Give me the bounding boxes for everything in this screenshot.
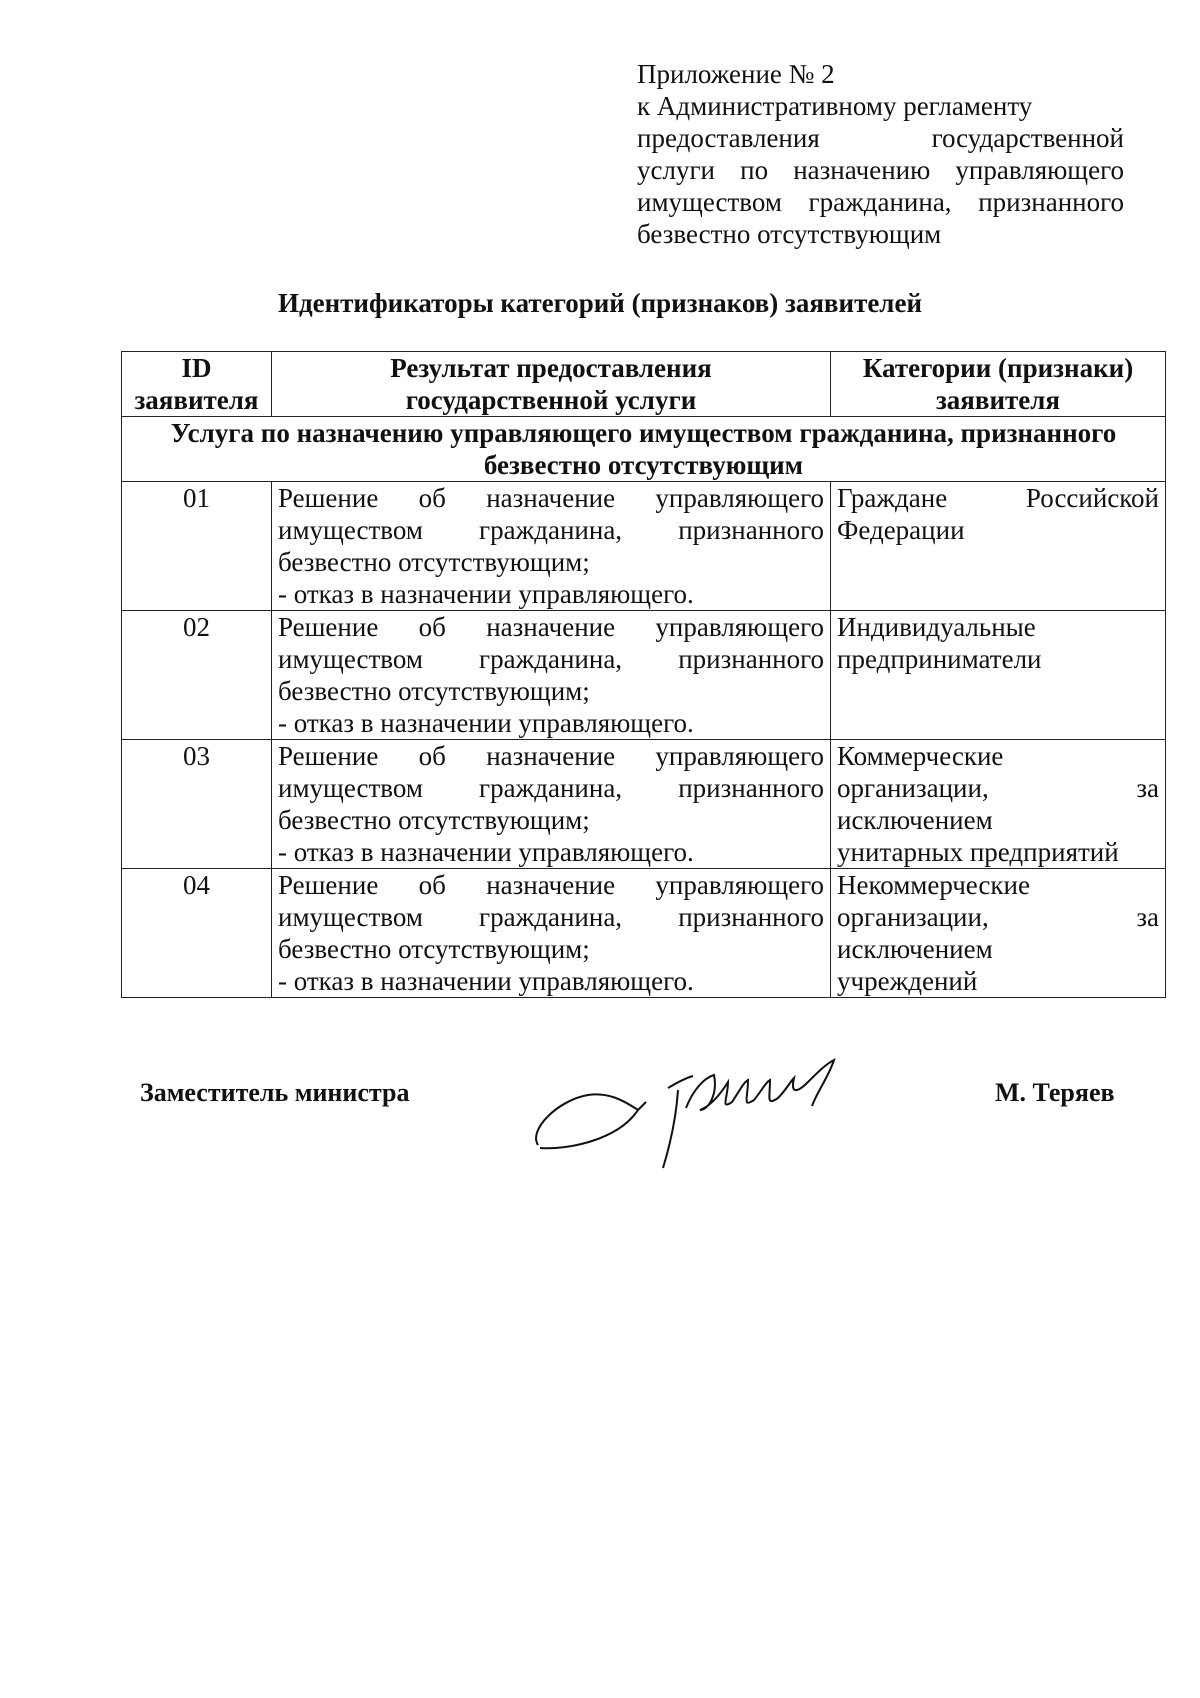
handwritten-signature: [528, 1050, 858, 1170]
category-line: Некоммерческие: [837, 870, 1030, 900]
row-id: 01: [122, 482, 272, 611]
appendix-line: Приложение № 2: [637, 59, 835, 89]
header-category: [831, 352, 1166, 417]
category-line: учреждений: [837, 966, 978, 996]
signatory-name: М. Теряев: [995, 1078, 1115, 1107]
result-line: Решение об назначение управляющего: [278, 741, 824, 771]
category-line: организации, за: [837, 902, 1159, 932]
result-line: Решение об назначение управляющего: [278, 483, 824, 513]
appendix-line: услуги по назначению управляющего: [637, 155, 1124, 185]
result-line: безвестно отсутствующим;: [278, 805, 590, 835]
result-line: безвестно отсутствующим;: [278, 547, 590, 577]
result-line: - отказ в назначении управляющего.: [278, 837, 694, 867]
row-result: [272, 611, 831, 740]
header-result-line: Результат предоставления: [390, 353, 712, 383]
category-line: Индивидуальные: [837, 612, 1036, 642]
document-title-text: Идентификаторы категорий (признаков) заявителей: [277, 288, 923, 318]
row-category: [831, 611, 1166, 740]
header-id: [122, 352, 272, 417]
category-line: Федерации: [837, 515, 965, 545]
row-category: [831, 740, 1166, 869]
section-title: Услуга по назначению управляющего имуществом гражданина, признанного безвестно отсутствующим: [122, 417, 1166, 482]
result-line: безвестно отсутствующим;: [278, 676, 590, 706]
result-line: Решение об назначение управляющего: [278, 612, 824, 642]
appendix-line: к Административному регламенту: [637, 91, 1033, 121]
table-row: [122, 482, 1166, 611]
row-category: [831, 482, 1166, 611]
appendix-line: безвестно отсутствующим: [637, 219, 942, 249]
result-line: безвестно отсутствующим;: [278, 934, 590, 964]
result-line: - отказ в назначении управляющего.: [278, 579, 694, 609]
row-result: [272, 740, 831, 869]
appendix-line: предоставления государственной: [637, 123, 1124, 153]
result-line: имуществом гражданина, признанного: [278, 902, 824, 932]
result-line: имуществом гражданина, признанного: [278, 644, 824, 674]
appendix-header: [637, 58, 1124, 250]
header-id-line: заявителя: [134, 385, 259, 415]
row-result: [272, 482, 831, 611]
category-line: исключением: [837, 934, 993, 964]
result-line: - отказ в назначении управляющего.: [278, 708, 694, 738]
category-line: предприниматели: [837, 644, 1042, 674]
row-id: 02: [122, 611, 272, 740]
category-line: организации, за: [837, 773, 1159, 803]
result-line: - отказ в назначении управляющего.: [278, 966, 694, 996]
header-result: [272, 352, 831, 417]
section-row: [122, 417, 1166, 482]
applicant-categories-table: [121, 351, 1166, 998]
table-row: [122, 611, 1166, 740]
row-result: [272, 869, 831, 998]
header-category-line: заявителя: [935, 385, 1061, 415]
header-category-line: Категории (признаки): [862, 353, 1134, 383]
row-category: [831, 869, 1166, 998]
table-row: [122, 869, 1166, 998]
signatory-role: Заместитель министра: [140, 1078, 410, 1107]
result-line: имуществом гражданина, признанного: [278, 773, 824, 803]
category-line: исключением: [837, 805, 993, 835]
document-title: [0, 288, 1200, 319]
category-line: унитарных предприятий: [837, 837, 1119, 867]
table-row: [122, 740, 1166, 869]
result-line: имуществом гражданина, признанного: [278, 515, 824, 545]
table-header-row: [122, 352, 1166, 417]
category-line: Коммерческие: [837, 741, 1004, 771]
result-line: Решение об назначение управляющего: [278, 870, 824, 900]
appendix-line: имуществом гражданина, признанного: [637, 187, 1124, 217]
header-result-line: государственной услуги: [405, 385, 697, 415]
row-id: 04: [122, 869, 272, 998]
category-line: Граждане Российской: [837, 483, 1159, 513]
header-id-line: ID: [181, 353, 212, 383]
row-id: 03: [122, 740, 272, 869]
